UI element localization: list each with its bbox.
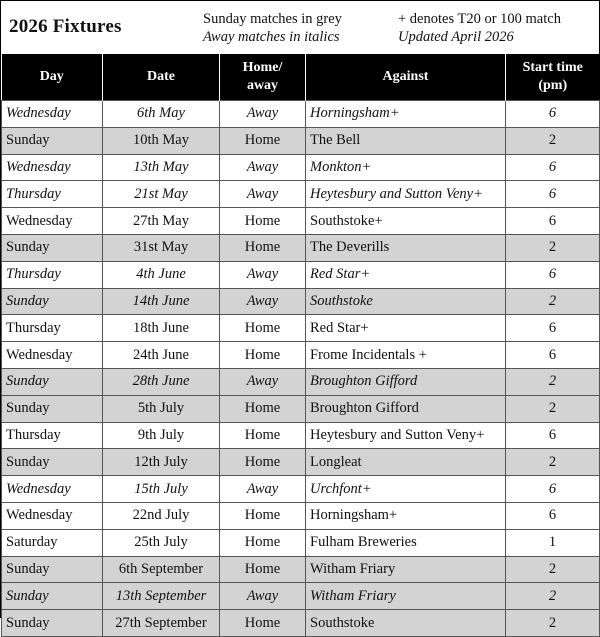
table-row — [2, 127, 600, 154]
cell-date: 24th June — [103, 342, 220, 369]
cell-date: 28th June — [103, 368, 220, 395]
cell-day: Thursday — [2, 181, 103, 208]
cell-home-away: Home — [220, 449, 306, 476]
cell-date: 25th July — [103, 529, 220, 556]
cell-home-away: Home — [220, 610, 306, 637]
cell-against: The Bell — [306, 127, 506, 154]
sheet-header — [1, 1, 599, 54]
cell-against: Broughton Gifford — [306, 368, 506, 395]
cell-home-away: Home — [220, 556, 306, 583]
cell-home-away: Home — [220, 422, 306, 449]
table-row — [2, 342, 600, 369]
cell-date: 12th July — [103, 449, 220, 476]
cell-home-away: Home — [220, 315, 306, 342]
cell-home-away: Away — [220, 368, 306, 395]
cell-start-time: 2 — [506, 583, 600, 610]
fixtures-table — [1, 54, 600, 637]
cell-day: Sunday — [2, 234, 103, 261]
cell-day: Wednesday — [2, 208, 103, 235]
table-row — [2, 610, 600, 637]
table-row — [2, 583, 600, 610]
note-sunday-grey: Sunday matches in grey — [203, 11, 342, 27]
table-row — [2, 261, 600, 288]
cell-day: Sunday — [2, 368, 103, 395]
cell-date: 5th July — [103, 395, 220, 422]
cell-day: Sunday — [2, 449, 103, 476]
cell-date: 31st May — [103, 234, 220, 261]
cell-start-time: 6 — [506, 208, 600, 235]
cell-home-away: Home — [220, 395, 306, 422]
cell-start-time: 2 — [506, 368, 600, 395]
cell-day: Wednesday — [2, 342, 103, 369]
cell-against: Witham Friary — [306, 583, 506, 610]
table-row — [2, 529, 600, 556]
cell-date: 27th September — [103, 610, 220, 637]
table-row — [2, 208, 600, 235]
cell-home-away: Away — [220, 288, 306, 315]
cell-date: 27th May — [103, 208, 220, 235]
table-row — [2, 395, 600, 422]
cell-home-away: Away — [220, 261, 306, 288]
cell-start-time: 6 — [506, 315, 600, 342]
cell-home-away: Home — [220, 342, 306, 369]
cell-day: Sunday — [2, 127, 103, 154]
cell-date: 6th September — [103, 556, 220, 583]
cell-home-away: Away — [220, 476, 306, 503]
cell-start-time: 6 — [506, 154, 600, 181]
column-header-against: Against — [306, 54, 506, 101]
column-header-day: Day — [2, 54, 103, 101]
cell-day: Sunday — [2, 395, 103, 422]
cell-against: Red Star+ — [306, 315, 506, 342]
cell-start-time: 2 — [506, 127, 600, 154]
cell-date: 4th June — [103, 261, 220, 288]
cell-home-away: Away — [220, 154, 306, 181]
column-header-date: Date — [103, 54, 220, 101]
cell-start-time: 2 — [506, 288, 600, 315]
cell-against: Southstoke+ — [306, 208, 506, 235]
cell-against: Monkton+ — [306, 154, 506, 181]
cell-home-away: Home — [220, 127, 306, 154]
table-row — [2, 101, 600, 128]
cell-start-time: 2 — [506, 556, 600, 583]
column-header-start-time: Start time (pm) — [506, 54, 600, 101]
cell-day: Saturday — [2, 529, 103, 556]
cell-against: Urchfont+ — [306, 476, 506, 503]
cell-date: 21st May — [103, 181, 220, 208]
cell-against: Horningsham+ — [306, 502, 506, 529]
note-away-italics: Away matches in italics — [203, 29, 340, 45]
cell-day: Wednesday — [2, 101, 103, 128]
table-row — [2, 234, 600, 261]
cell-against: Southstoke — [306, 288, 506, 315]
note-updated: Updated April 2026 — [398, 29, 514, 45]
cell-home-away: Away — [220, 181, 306, 208]
cell-date: 13th September — [103, 583, 220, 610]
cell-start-time: 2 — [506, 395, 600, 422]
cell-start-time: 1 — [506, 529, 600, 556]
cell-date: 13th May — [103, 154, 220, 181]
note-t20: + denotes T20 or 100 match — [398, 11, 561, 27]
cell-date: 15th July — [103, 476, 220, 503]
cell-against: Longleat — [306, 449, 506, 476]
cell-day: Thursday — [2, 422, 103, 449]
table-row — [2, 502, 600, 529]
cell-against: Broughton Gifford — [306, 395, 506, 422]
cell-day: Wednesday — [2, 502, 103, 529]
cell-home-away: Home — [220, 529, 306, 556]
cell-start-time: 2 — [506, 234, 600, 261]
cell-start-time: 2 — [506, 610, 600, 637]
cell-against: Witham Friary — [306, 556, 506, 583]
cell-date: 22nd July — [103, 502, 220, 529]
cell-against: The Deverills — [306, 234, 506, 261]
cell-day: Sunday — [2, 556, 103, 583]
column-header-home-away: Home/ away — [220, 54, 306, 101]
cell-against: Southstoke — [306, 610, 506, 637]
cell-start-time: 2 — [506, 449, 600, 476]
cell-date: 14th June — [103, 288, 220, 315]
table-row — [2, 476, 600, 503]
cell-date: 18th June — [103, 315, 220, 342]
cell-home-away: Away — [220, 583, 306, 610]
page-title: 2026 Fixtures — [9, 16, 122, 37]
cell-against: Frome Incidentals + — [306, 342, 506, 369]
cell-start-time: 6 — [506, 342, 600, 369]
cell-day: Wednesday — [2, 476, 103, 503]
table-row — [2, 288, 600, 315]
cell-date: 9th July — [103, 422, 220, 449]
cell-date: 10th May — [103, 127, 220, 154]
cell-start-time: 6 — [506, 502, 600, 529]
cell-day: Sunday — [2, 610, 103, 637]
cell-against: Horningsham+ — [306, 101, 506, 128]
cell-start-time: 6 — [506, 101, 600, 128]
table-header-row — [2, 54, 600, 101]
cell-against: Red Star+ — [306, 261, 506, 288]
cell-home-away: Away — [220, 101, 306, 128]
fixtures-body — [2, 101, 600, 637]
table-row — [2, 422, 600, 449]
cell-start-time: 6 — [506, 181, 600, 208]
cell-home-away: Home — [220, 502, 306, 529]
table-row — [2, 556, 600, 583]
table-row — [2, 368, 600, 395]
cell-home-away: Home — [220, 208, 306, 235]
cell-day: Thursday — [2, 261, 103, 288]
cell-day: Sunday — [2, 288, 103, 315]
cell-day: Thursday — [2, 315, 103, 342]
cell-start-time: 6 — [506, 261, 600, 288]
cell-day: Wednesday — [2, 154, 103, 181]
cell-start-time: 6 — [506, 422, 600, 449]
table-row — [2, 449, 600, 476]
cell-day: Sunday — [2, 583, 103, 610]
table-row — [2, 154, 600, 181]
cell-home-away: Home — [220, 234, 306, 261]
cell-against: Heytesbury and Sutton Veny+ — [306, 422, 506, 449]
table-row — [2, 315, 600, 342]
cell-start-time: 6 — [506, 476, 600, 503]
cell-against: Heytesbury and Sutton Veny+ — [306, 181, 506, 208]
table-row — [2, 181, 600, 208]
cell-date: 6th May — [103, 101, 220, 128]
cell-against: Fulham Breweries — [306, 529, 506, 556]
